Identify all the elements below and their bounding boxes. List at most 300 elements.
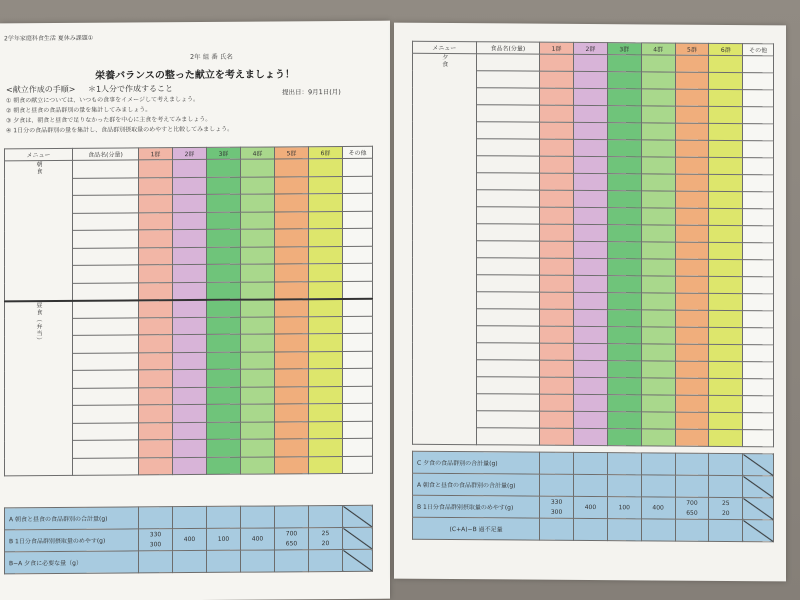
group-4-cell[interactable]	[641, 412, 675, 429]
group-2-cell[interactable]	[574, 88, 608, 105]
group-1-cell[interactable]	[139, 387, 173, 405]
summary-c-g4[interactable]	[641, 453, 675, 475]
group-other-cell[interactable]	[743, 243, 774, 260]
group-6-cell[interactable]	[709, 157, 743, 174]
summary-a-g5[interactable]	[275, 506, 309, 528]
group-5-cell[interactable]	[275, 264, 309, 282]
food-cell[interactable]	[476, 139, 540, 156]
group-6-cell[interactable]	[709, 259, 743, 276]
group-6-cell[interactable]	[709, 276, 743, 293]
group-5-cell[interactable]	[675, 225, 709, 242]
group-other-cell[interactable]	[743, 56, 774, 73]
food-cell[interactable]	[476, 241, 540, 258]
group-3-cell[interactable]	[607, 293, 641, 310]
food-cell[interactable]	[476, 309, 540, 326]
group-2-cell[interactable]	[173, 264, 207, 282]
group-4-cell[interactable]	[641, 55, 675, 72]
group-5-cell[interactable]	[275, 369, 309, 387]
group-2-cell[interactable]	[574, 411, 608, 428]
group-2-cell[interactable]	[173, 404, 207, 422]
group-6-cell[interactable]	[709, 123, 743, 140]
group-1-cell[interactable]	[540, 258, 574, 275]
summary-ba-g4[interactable]	[241, 550, 275, 572]
summary-a-g4[interactable]	[641, 475, 675, 497]
group-other-cell[interactable]	[343, 403, 373, 421]
food-cell[interactable]	[73, 265, 139, 283]
group-2-cell[interactable]	[574, 377, 608, 394]
group-other-cell[interactable]	[743, 90, 774, 107]
food-cell[interactable]	[476, 224, 540, 241]
group-5-cell[interactable]	[275, 316, 309, 334]
group-3-cell[interactable]	[607, 55, 641, 72]
group-1-cell[interactable]	[139, 335, 173, 353]
group-5-cell[interactable]	[275, 404, 309, 422]
group-3-cell[interactable]	[207, 159, 241, 177]
group-3-cell[interactable]	[607, 106, 641, 123]
group-other-cell[interactable]	[743, 413, 774, 430]
group-2-cell[interactable]	[574, 343, 608, 360]
group-5-cell[interactable]	[275, 229, 309, 247]
group-2-cell[interactable]	[173, 317, 207, 335]
group-6-cell[interactable]	[709, 361, 743, 378]
group-4-cell[interactable]	[241, 439, 275, 457]
group-4-cell[interactable]	[641, 225, 675, 242]
food-cell[interactable]	[73, 335, 139, 353]
group-3-cell[interactable]	[607, 208, 641, 225]
group-6-cell[interactable]	[709, 208, 743, 225]
group-4-cell[interactable]	[641, 123, 675, 140]
group-3-cell[interactable]	[207, 264, 241, 282]
food-cell[interactable]	[73, 300, 139, 318]
group-3-cell[interactable]	[607, 429, 641, 446]
group-1-cell[interactable]	[139, 370, 173, 388]
group-4-cell[interactable]	[641, 106, 675, 123]
group-6-cell[interactable]	[709, 174, 743, 191]
group-6-cell[interactable]	[709, 55, 743, 72]
group-other-cell[interactable]	[743, 73, 774, 90]
group-5-cell[interactable]	[675, 429, 709, 446]
group-other-cell[interactable]	[343, 281, 373, 299]
group-3-cell[interactable]	[207, 404, 241, 422]
group-4-cell[interactable]	[241, 351, 275, 369]
group-1-cell[interactable]	[540, 105, 574, 122]
group-6-cell[interactable]	[309, 246, 343, 264]
group-5-cell[interactable]	[275, 351, 309, 369]
group-6-cell[interactable]	[309, 316, 343, 334]
group-1-cell[interactable]	[139, 405, 173, 423]
group-3-cell[interactable]	[607, 395, 641, 412]
food-cell[interactable]	[73, 230, 139, 248]
group-4-cell[interactable]	[241, 246, 275, 264]
summary-a-g2[interactable]	[173, 506, 207, 528]
group-1-cell[interactable]	[139, 195, 173, 213]
group-other-cell[interactable]	[743, 362, 774, 379]
group-1-cell[interactable]	[139, 440, 173, 458]
group-2-cell[interactable]	[574, 190, 608, 207]
group-4-cell[interactable]	[241, 159, 275, 177]
group-3-cell[interactable]	[207, 212, 241, 230]
group-1-cell[interactable]	[540, 190, 574, 207]
group-5-cell[interactable]	[275, 194, 309, 212]
group-3-cell[interactable]	[607, 174, 641, 191]
group-other-cell[interactable]	[343, 176, 373, 194]
group-other-cell[interactable]	[743, 277, 774, 294]
group-2-cell[interactable]	[173, 299, 207, 317]
summary-cab-g6[interactable]	[709, 519, 743, 541]
group-4-cell[interactable]	[641, 293, 675, 310]
group-5-cell[interactable]	[675, 293, 709, 310]
group-6-cell[interactable]	[709, 72, 743, 89]
group-4-cell[interactable]	[241, 421, 275, 439]
group-3-cell[interactable]	[207, 457, 241, 475]
group-5-cell[interactable]	[675, 412, 709, 429]
group-6-cell[interactable]	[309, 421, 343, 439]
group-2-cell[interactable]	[574, 309, 608, 326]
group-other-cell[interactable]	[743, 396, 774, 413]
food-cell[interactable]	[476, 173, 540, 190]
group-other-cell[interactable]	[743, 209, 774, 226]
group-5-cell[interactable]	[675, 259, 709, 276]
group-3-cell[interactable]	[207, 299, 241, 317]
group-3-cell[interactable]	[607, 276, 641, 293]
group-4-cell[interactable]	[641, 327, 675, 344]
group-4-cell[interactable]	[641, 344, 675, 361]
group-other-cell[interactable]	[743, 260, 774, 277]
summary-ba-g6[interactable]	[309, 549, 343, 571]
group-3-cell[interactable]	[207, 352, 241, 370]
group-1-cell[interactable]	[139, 352, 173, 370]
group-5-cell[interactable]	[275, 281, 309, 299]
summary-cab-g2[interactable]	[574, 518, 608, 540]
group-6-cell[interactable]	[309, 228, 343, 246]
group-1-cell[interactable]	[540, 173, 574, 190]
group-2-cell[interactable]	[574, 428, 608, 445]
group-4-cell[interactable]	[641, 361, 675, 378]
group-3-cell[interactable]	[607, 344, 641, 361]
group-1-cell[interactable]	[139, 177, 173, 195]
group-4-cell[interactable]	[641, 429, 675, 446]
group-6-cell[interactable]	[709, 242, 743, 259]
group-4-cell[interactable]	[641, 276, 675, 293]
group-1-cell[interactable]	[139, 160, 173, 178]
food-cell[interactable]	[476, 156, 540, 173]
group-other-cell[interactable]	[743, 328, 774, 345]
group-3-cell[interactable]	[207, 439, 241, 457]
group-2-cell[interactable]	[173, 177, 207, 195]
group-3-cell[interactable]	[207, 317, 241, 335]
group-1-cell[interactable]	[540, 71, 574, 88]
food-cell[interactable]	[476, 377, 540, 394]
food-cell[interactable]	[73, 352, 139, 370]
group-6-cell[interactable]	[709, 106, 743, 123]
group-6-cell[interactable]	[309, 368, 343, 386]
group-2-cell[interactable]	[574, 241, 608, 258]
group-2-cell[interactable]	[574, 139, 608, 156]
group-5-cell[interactable]	[275, 386, 309, 404]
group-other-cell[interactable]	[343, 298, 373, 316]
group-other-cell[interactable]	[343, 316, 373, 334]
summary-c-g1[interactable]	[540, 452, 574, 474]
group-1-cell[interactable]	[540, 156, 574, 173]
group-5-cell[interactable]	[275, 176, 309, 194]
group-other-cell[interactable]	[743, 124, 774, 141]
group-3-cell[interactable]	[607, 310, 641, 327]
group-2-cell[interactable]	[173, 229, 207, 247]
group-4-cell[interactable]	[641, 378, 675, 395]
summary-a-g5[interactable]	[675, 475, 709, 497]
group-5-cell[interactable]	[675, 378, 709, 395]
group-1-cell[interactable]	[540, 122, 574, 139]
summary-cab-g3[interactable]	[607, 519, 641, 541]
group-1-cell[interactable]	[139, 212, 173, 230]
group-6-cell[interactable]	[309, 351, 343, 369]
group-4-cell[interactable]	[641, 72, 675, 89]
group-6-cell[interactable]	[309, 176, 343, 194]
group-2-cell[interactable]	[574, 122, 608, 139]
group-5-cell[interactable]	[675, 174, 709, 191]
group-1-cell[interactable]	[540, 394, 574, 411]
group-4-cell[interactable]	[241, 386, 275, 404]
group-1-cell[interactable]	[540, 54, 574, 71]
group-4-cell[interactable]	[241, 194, 275, 212]
food-cell[interactable]	[476, 190, 540, 207]
group-3-cell[interactable]	[607, 191, 641, 208]
group-6-cell[interactable]	[709, 140, 743, 157]
group-3-cell[interactable]	[607, 259, 641, 276]
group-1-cell[interactable]	[540, 241, 574, 258]
group-6-cell[interactable]	[309, 281, 343, 299]
group-3-cell[interactable]	[607, 412, 641, 429]
group-6-cell[interactable]	[309, 438, 343, 456]
group-2-cell[interactable]	[173, 159, 207, 177]
group-4-cell[interactable]	[241, 281, 275, 299]
summary-ba-g5[interactable]	[275, 550, 309, 572]
food-cell[interactable]	[476, 88, 540, 105]
group-4-cell[interactable]	[241, 456, 275, 474]
group-other-cell[interactable]	[743, 107, 774, 124]
summary-a-g3[interactable]	[607, 475, 641, 497]
group-6-cell[interactable]	[309, 193, 343, 211]
group-2-cell[interactable]	[173, 282, 207, 300]
group-other-cell[interactable]	[343, 333, 373, 351]
group-2-cell[interactable]	[173, 457, 207, 475]
group-1-cell[interactable]	[540, 207, 574, 224]
group-6-cell[interactable]	[309, 333, 343, 351]
group-2-cell[interactable]	[574, 173, 608, 190]
food-cell[interactable]	[476, 122, 540, 139]
group-5-cell[interactable]	[275, 299, 309, 317]
food-cell[interactable]	[73, 370, 139, 388]
food-cell[interactable]	[476, 343, 540, 360]
group-1-cell[interactable]	[540, 139, 574, 156]
group-1-cell[interactable]	[540, 275, 574, 292]
group-3-cell[interactable]	[207, 422, 241, 440]
group-1-cell[interactable]	[540, 309, 574, 326]
group-2-cell[interactable]	[574, 258, 608, 275]
group-other-cell[interactable]	[343, 368, 373, 386]
group-3-cell[interactable]	[207, 194, 241, 212]
group-5-cell[interactable]	[675, 106, 709, 123]
group-2-cell[interactable]	[574, 360, 608, 377]
food-cell[interactable]	[476, 207, 540, 224]
group-5-cell[interactable]	[275, 439, 309, 457]
group-4-cell[interactable]	[641, 242, 675, 259]
group-1-cell[interactable]	[540, 411, 574, 428]
group-1-cell[interactable]	[540, 428, 574, 445]
group-4-cell[interactable]	[641, 191, 675, 208]
food-cell[interactable]	[73, 440, 139, 458]
group-other-cell[interactable]	[343, 351, 373, 369]
group-6-cell[interactable]	[709, 378, 743, 395]
group-2-cell[interactable]	[574, 275, 608, 292]
group-6-cell[interactable]	[709, 429, 743, 446]
group-6-cell[interactable]	[309, 263, 343, 281]
food-cell[interactable]	[476, 428, 540, 445]
food-cell[interactable]	[73, 317, 139, 335]
food-cell[interactable]	[476, 258, 540, 275]
summary-a-g6[interactable]	[709, 475, 743, 497]
group-2-cell[interactable]	[574, 224, 608, 241]
group-4-cell[interactable]	[641, 208, 675, 225]
group-5-cell[interactable]	[275, 159, 309, 177]
group-6-cell[interactable]	[709, 225, 743, 242]
food-cell[interactable]	[73, 422, 139, 440]
summary-a-g1[interactable]	[139, 507, 173, 529]
group-5-cell[interactable]	[675, 72, 709, 89]
group-3-cell[interactable]	[607, 89, 641, 106]
group-other-cell[interactable]	[343, 246, 373, 264]
group-1-cell[interactable]	[139, 457, 173, 475]
group-other-cell[interactable]	[743, 192, 774, 209]
food-cell[interactable]	[73, 160, 139, 178]
group-other-cell[interactable]	[343, 263, 373, 281]
summary-a-g4[interactable]	[241, 506, 275, 528]
group-4-cell[interactable]	[241, 264, 275, 282]
group-3-cell[interactable]	[607, 72, 641, 89]
group-other-cell[interactable]	[743, 141, 774, 158]
group-other-cell[interactable]	[743, 294, 774, 311]
group-6-cell[interactable]	[309, 158, 343, 176]
group-5-cell[interactable]	[675, 191, 709, 208]
group-2-cell[interactable]	[574, 394, 608, 411]
group-2-cell[interactable]	[574, 292, 608, 309]
food-cell[interactable]	[73, 457, 139, 475]
group-2-cell[interactable]	[173, 247, 207, 265]
group-3-cell[interactable]	[207, 229, 241, 247]
group-4-cell[interactable]	[641, 259, 675, 276]
summary-a-g3[interactable]	[207, 506, 241, 528]
group-2-cell[interactable]	[173, 369, 207, 387]
group-other-cell[interactable]	[343, 386, 373, 404]
group-2-cell[interactable]	[173, 387, 207, 405]
group-3-cell[interactable]	[207, 177, 241, 195]
group-1-cell[interactable]	[139, 247, 173, 265]
group-5-cell[interactable]	[675, 327, 709, 344]
group-other-cell[interactable]	[743, 379, 774, 396]
group-1-cell[interactable]	[139, 300, 173, 318]
group-3-cell[interactable]	[207, 387, 241, 405]
group-6-cell[interactable]	[309, 211, 343, 229]
group-other-cell[interactable]	[743, 158, 774, 175]
food-cell[interactable]	[476, 360, 540, 377]
group-4-cell[interactable]	[241, 299, 275, 317]
food-cell[interactable]	[476, 394, 540, 411]
group-4-cell[interactable]	[641, 157, 675, 174]
group-5-cell[interactable]	[675, 242, 709, 259]
group-2-cell[interactable]	[574, 54, 608, 71]
group-3-cell[interactable]	[207, 334, 241, 352]
group-2-cell[interactable]	[574, 71, 608, 88]
group-5-cell[interactable]	[675, 310, 709, 327]
group-6-cell[interactable]	[709, 344, 743, 361]
food-cell[interactable]	[476, 411, 540, 428]
group-6-cell[interactable]	[709, 89, 743, 106]
group-1-cell[interactable]	[139, 317, 173, 335]
group-other-cell[interactable]	[743, 226, 774, 243]
group-4-cell[interactable]	[241, 229, 275, 247]
group-3-cell[interactable]	[607, 140, 641, 157]
group-3-cell[interactable]	[207, 282, 241, 300]
group-other-cell[interactable]	[343, 211, 373, 229]
group-2-cell[interactable]	[173, 194, 207, 212]
group-2-cell[interactable]	[574, 105, 608, 122]
group-other-cell[interactable]	[743, 175, 774, 192]
group-other-cell[interactable]	[343, 421, 373, 439]
food-cell[interactable]	[73, 247, 139, 265]
group-3-cell[interactable]	[607, 123, 641, 140]
group-5-cell[interactable]	[275, 334, 309, 352]
group-other-cell[interactable]	[743, 430, 774, 447]
group-4-cell[interactable]	[641, 310, 675, 327]
group-1-cell[interactable]	[540, 326, 574, 343]
food-cell[interactable]	[476, 275, 540, 292]
food-cell[interactable]	[73, 405, 139, 423]
group-2-cell[interactable]	[574, 207, 608, 224]
summary-c-g5[interactable]	[675, 453, 709, 475]
summary-ba-g2[interactable]	[173, 550, 207, 572]
summary-ba-g3[interactable]	[207, 550, 241, 572]
group-1-cell[interactable]	[540, 224, 574, 241]
group-5-cell[interactable]	[275, 246, 309, 264]
group-6-cell[interactable]	[709, 412, 743, 429]
group-5-cell[interactable]	[675, 276, 709, 293]
group-5-cell[interactable]	[675, 208, 709, 225]
group-2-cell[interactable]	[173, 422, 207, 440]
group-1-cell[interactable]	[139, 230, 173, 248]
group-other-cell[interactable]	[343, 456, 373, 474]
group-6-cell[interactable]	[709, 191, 743, 208]
group-4-cell[interactable]	[241, 316, 275, 334]
group-other-cell[interactable]	[343, 193, 373, 211]
group-2-cell[interactable]	[173, 352, 207, 370]
group-5-cell[interactable]	[675, 361, 709, 378]
group-3-cell[interactable]	[207, 369, 241, 387]
group-3-cell[interactable]	[607, 225, 641, 242]
group-6-cell[interactable]	[709, 395, 743, 412]
food-cell[interactable]	[476, 326, 540, 343]
food-cell[interactable]	[476, 54, 540, 71]
food-cell[interactable]	[73, 195, 139, 213]
group-1-cell[interactable]	[540, 377, 574, 394]
group-5-cell[interactable]	[675, 55, 709, 72]
summary-ba-g1[interactable]	[139, 551, 173, 573]
group-2-cell[interactable]	[173, 334, 207, 352]
food-cell[interactable]	[476, 292, 540, 309]
group-4-cell[interactable]	[641, 174, 675, 191]
group-5-cell[interactable]	[275, 421, 309, 439]
group-4-cell[interactable]	[641, 140, 675, 157]
group-6-cell[interactable]	[709, 293, 743, 310]
